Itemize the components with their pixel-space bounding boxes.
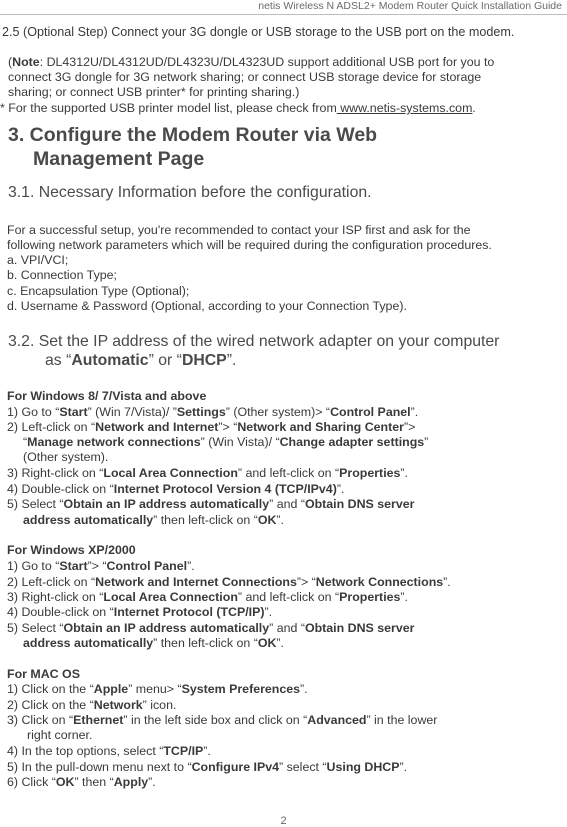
section-3-title-line-1: 3. Configure the Modem Router via Web [8, 124, 378, 146]
subsection-3-1-title: 3.1. Necessary Information before the configuration. [8, 184, 372, 201]
intro-line-1: For a successful setup, you're recommended to contact your ISP first and ask for the [7, 223, 471, 237]
mac-step-1: 1) Click on the “Apple” menu> “System Preferences”. [7, 682, 308, 696]
mac-step-2: 2) Click on the “Network” icon. [7, 698, 177, 712]
mac-step-3-cont: right corner. [27, 728, 93, 742]
win8-step-5: 5) Select “Obtain an IP address automatically” and “Obtain DNS server [7, 497, 415, 511]
intro-line-2: following network parameters which will be required during the configuration procedures. [7, 238, 492, 252]
step-2-5-text: 2.5 (Optional Step) Connect your 3G dongle or USB storage to the USB port on the modem. [2, 25, 515, 39]
list-item: c. Encapsulation Type (Optional); [7, 284, 190, 298]
mac-step-4: 4) In the top options, select “TCP/IP”. [7, 744, 211, 758]
win8-step-2: 2) Left-click on “Network and Internet”> “Network and Sharing Center”> [7, 420, 416, 434]
win8-step-4: 4) Double-click on “Internet Protocol Version 4 (TCP/IPv4)”. [7, 482, 345, 496]
note-line-3: sharing; or connect USB printer* for printing sharing.) [8, 85, 300, 99]
note-line-2: connect 3G dongle for 3G network sharing; or connect USB storage device for storage [8, 70, 482, 84]
page-number: 2 [280, 815, 287, 827]
section-3-title-line-2: Management Page [33, 148, 205, 170]
mac-step-5: 5) In the pull-down menu next to “Configure IPv4” select “Using DHCP”. [7, 760, 408, 774]
winxp-step-5: 5) Select “Obtain an IP address automatically” and “Obtain DNS server [7, 621, 415, 635]
winxp-step-3: 3) Right-click on “Local Area Connection” and left-click on “Properties”. [7, 590, 408, 604]
win8-step-3: 3) Right-click on “Local Area Connection” and left-click on “Properties”. [7, 466, 408, 480]
note-line-1: (Note: DL4312U/DL4312UD/DL4323U/DL4323UD support additional USB port for you to [8, 55, 495, 69]
header-rule [0, 14, 567, 15]
winxp-step-1: 1) Go to “Start”> “Control Panel”. [7, 559, 195, 573]
win8-step-1: 1) Go to “Start” (Win 7/Vista)/ ”Settings” (Other system)> “Control Panel”. [7, 405, 419, 419]
win8-step-2-cont: “Manage network connections” (Win Vista)/ “Change adapter settings” [23, 435, 429, 449]
subsection-3-2-title-line-1: 3.2. Set the IP address of the wired network adapter on your computer [8, 333, 500, 350]
mac-step-3: 3) Click on “Ethernet” in the left side box and click on “Advanced” in the lower [7, 713, 438, 727]
winxp-step-2: 2) Left-click on “Network and Internet Connections”> “Network Connections”. [7, 575, 451, 589]
page-header: netis Wireless N ADSL2+ Modem Router Quick Installation Guide [258, 0, 562, 12]
note-label: Note [12, 55, 40, 69]
subsection-3-2-title-line-2: as “Automatic” or “DHCP”. [45, 352, 237, 369]
printer-note: * For the supported USB printer model list, please check from www.netis-systems.com. [0, 101, 476, 115]
mac-step-6: 6) Click “OK” then “Apply”. [7, 775, 156, 789]
windows-xp-heading: For Windows XP/2000 [7, 543, 136, 557]
list-item: a. VPI/VCI; [7, 253, 69, 267]
windows-8-heading: For Windows 8/ 7/Vista and above [7, 389, 207, 403]
list-item: d. Username & Password (Optional, according to your Connection Type). [7, 299, 407, 313]
win8-step-2-cont-2: (Other system). [23, 450, 109, 464]
mac-os-heading: For MAC OS [7, 667, 80, 681]
list-item: b. Connection Type; [7, 268, 117, 282]
netis-website-link[interactable]: www.netis-systems.com [336, 101, 473, 115]
winxp-step-5-cont: address automatically” then left-click on “OK”. [23, 636, 284, 650]
win8-step-5-cont: address automatically” then left-click on “OK”. [23, 513, 284, 527]
winxp-step-4: 4) Double-click on “Internet Protocol (TCP/IP)”. [7, 605, 273, 619]
